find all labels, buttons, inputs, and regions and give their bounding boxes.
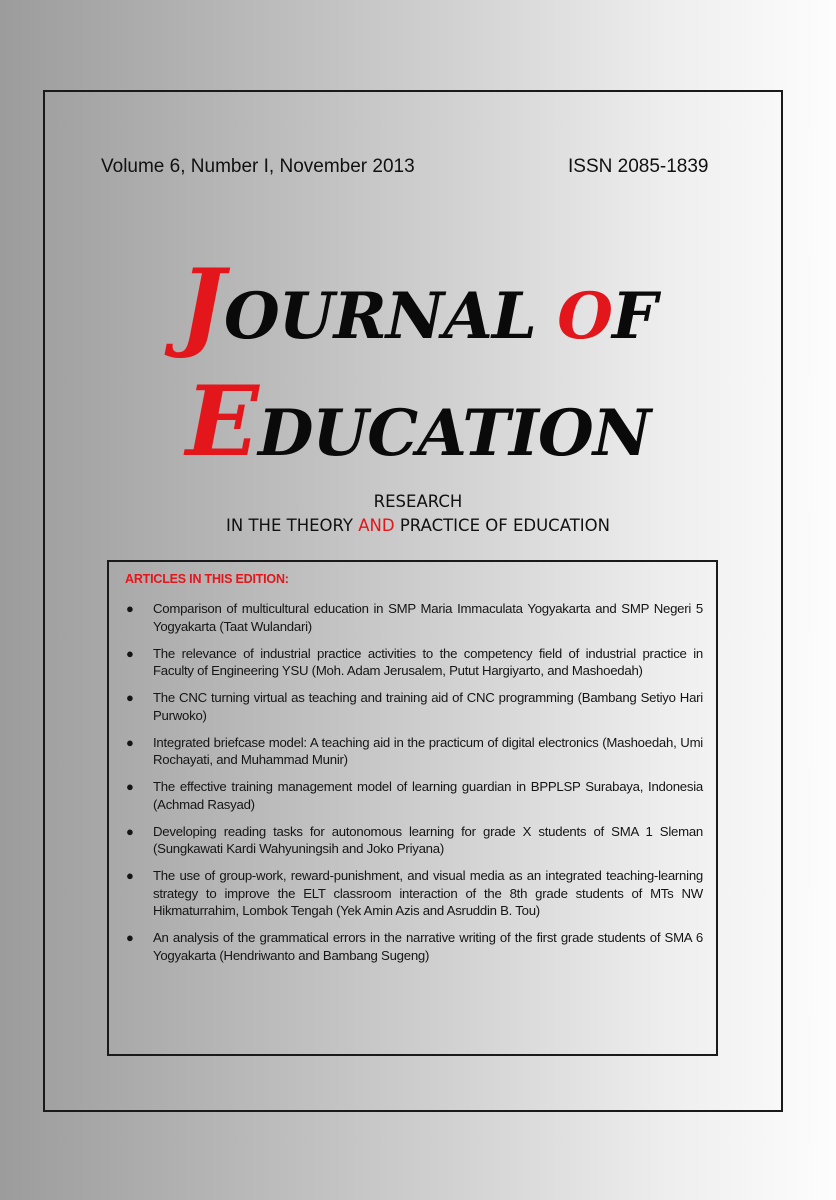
- bullet-icon: ●: [126, 868, 134, 883]
- bullet-icon: ●: [126, 690, 134, 705]
- article-item: [123, 734, 703, 769]
- bullet-icon: ●: [126, 779, 134, 794]
- title-f: F: [611, 279, 657, 354]
- article-item: [123, 645, 703, 680]
- article-item: [123, 689, 703, 724]
- article-item: [123, 778, 703, 813]
- article-text: The use of group-work, reward-punishment, and visual media as an integrated teaching-learning strategy to improve the ELT classroom interaction of the 8th grade students of MTs NW Hikmaturrahim, Lombok Tengah (Yek Amin Azis and Asruddin B. Tou): [153, 868, 703, 918]
- article-item: [123, 823, 703, 858]
- bullet-icon: ●: [126, 930, 134, 945]
- title-initial-j: J: [179, 248, 225, 361]
- title-ducation: DUCATION: [257, 396, 651, 471]
- article-item: [123, 929, 703, 964]
- bullet-icon: ●: [126, 823, 134, 839]
- article-item: [123, 600, 703, 635]
- volume-info: Volume 6, Number I, November 2013: [101, 156, 415, 177]
- cover-meta-row: [0, 156, 836, 182]
- title-o-accent: O: [557, 279, 612, 354]
- article-item: [123, 867, 703, 920]
- article-text: The CNC turning virtual as teaching and training aid of CNC programming (Bambang Setiyo Hari Purwoko): [153, 690, 703, 723]
- article-text: The relevance of industrial practice activities to the competency field of industrial practice in Faculty of Engineering YSU (Moh. Adam Jerusalem, Putut Hargiyarto, and Mashoedah): [153, 645, 703, 678]
- journal-title-line-2: [0, 365, 836, 478]
- articles-list: [123, 600, 703, 974]
- journal-title-line-1: [0, 248, 836, 361]
- article-text: An analysis of the grammatical errors in the narrative writing of the first grade students of SMA 6 Yogyakarta (Hendriwanto and Bambang Sugeng): [153, 930, 703, 963]
- subtitle-research: RESEARCH: [373, 492, 463, 511]
- article-text: Developing reading tasks for autonomous learning for grade X students of SMA 1 Sleman (Sungkawati Kardi Wahyuningsih and Joko Priyana): [153, 823, 703, 856]
- issn: ISSN 2085-1839: [568, 156, 709, 177]
- articles-heading: ARTICLES IN THIS EDITION:: [125, 572, 289, 586]
- articles-box: [107, 560, 718, 1056]
- article-text: Comparison of multicultural education in SMP Maria Immaculata Yogyakarta and SMP Negeri 5 Yogyakarta (Taat Wulandari): [153, 601, 703, 634]
- title-ournal: OURNAL: [224, 279, 558, 354]
- article-text: Integrated briefcase model: A teaching aid in the practicum of digital electronics (Mashoedah, Umi Rochayati, and Muhammad Munir): [153, 734, 703, 767]
- bullet-icon: ●: [126, 601, 134, 616]
- subtitle-part-b: PRACTICE OF EDUCATION: [394, 516, 610, 535]
- article-text: The effective training management model of learning guardian in BPPLSP Surabaya, Indonesia (Achmad Rasyad): [153, 779, 703, 812]
- bullet-icon: ●: [126, 645, 134, 661]
- title-initial-e: E: [185, 365, 258, 478]
- subtitle-part-a: IN THE THEORY: [226, 516, 359, 535]
- subtitle-tagline: [0, 514, 836, 538]
- subtitle-and-accent: AND: [358, 516, 395, 535]
- bullet-icon: ●: [126, 734, 134, 750]
